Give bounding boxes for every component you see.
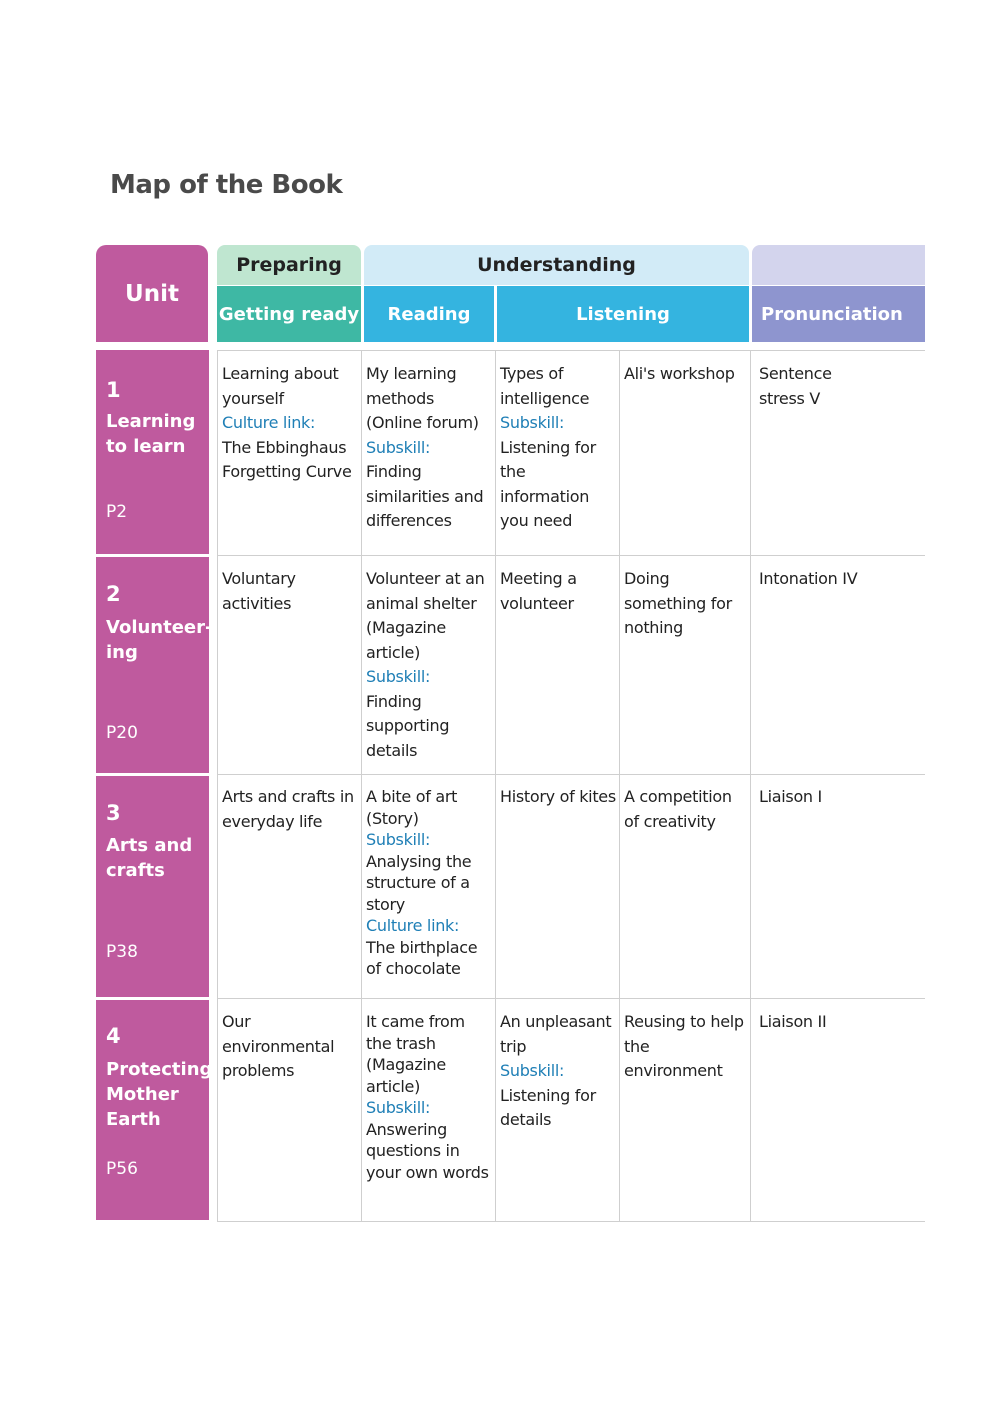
getting-ready-header: Getting ready xyxy=(217,286,361,342)
unit-page: P20 xyxy=(106,723,138,743)
unit-column-header: Unit xyxy=(96,245,208,342)
unit-1-getting-ready: Learning about yourself Culture link: The Ebbinghaus Forgetting Curve xyxy=(222,364,352,481)
unit-2-reading: Volunteer at an animal shelter (Magazine article) Subskill: Finding supporting details xyxy=(366,569,485,760)
unit-page: P38 xyxy=(106,942,138,962)
unit-3-cell xyxy=(96,776,209,997)
pronunciation-group-header xyxy=(752,245,925,285)
grid-line xyxy=(217,998,925,999)
unit-name: Protecting Mother Earth xyxy=(106,1059,213,1130)
listening-header: Listening xyxy=(497,286,749,342)
grid-line xyxy=(217,1221,925,1222)
unit-number: 1 xyxy=(106,378,121,402)
grid-line xyxy=(217,350,925,351)
unit-name: Volunteer-ing xyxy=(106,617,213,663)
unit-1-cell xyxy=(96,350,209,554)
unit-name: Learning to learn xyxy=(106,411,196,457)
unit-2-pronunciation: Intonation IV xyxy=(759,569,858,588)
grid-line xyxy=(750,350,751,1222)
grid-line xyxy=(217,774,925,775)
unit-4-cell xyxy=(96,1000,213,1220)
grid-line xyxy=(361,350,362,1222)
unit-3-listening-a: History of kites xyxy=(500,787,616,806)
unit-2-cell xyxy=(96,557,213,773)
unit-name: Arts and crafts xyxy=(106,835,193,881)
unit-number: 2 xyxy=(106,582,121,606)
unit-page: P56 xyxy=(106,1159,138,1179)
page-title: Map of the Book xyxy=(110,170,343,200)
unit-4-pronunciation: Liaison II xyxy=(759,1012,827,1031)
unit-2-getting-ready: Voluntary activities xyxy=(222,569,296,613)
unit-number: 3 xyxy=(106,801,121,825)
preparing-group-header: Preparing xyxy=(217,245,361,285)
unit-4-listening-a: An unpleasant trip Subskill: Listening for details xyxy=(500,1012,612,1129)
unit-2-listening-b: Doing something for nothing xyxy=(624,569,732,637)
reading-header: Reading xyxy=(364,286,494,342)
understanding-group-header: Understanding xyxy=(364,245,749,285)
unit-1-listening-b: Ali's workshop xyxy=(624,364,735,383)
unit-3-reading: A bite of art (Story) Subskill: Analysing the structure of a story Culture link: The birthplace of chocolate xyxy=(366,787,478,978)
unit-3-getting-ready: Arts and crafts in everyday life xyxy=(222,787,354,831)
unit-3-pronunciation: Liaison I xyxy=(759,787,822,806)
grid-line xyxy=(495,350,496,1222)
pronunciation-header: Pronunciation xyxy=(752,286,925,342)
unit-2-listening-a: Meeting a volunteer xyxy=(500,569,577,613)
unit-4-reading: It came from the trash (Magazine article) Subskill: Answering questions in your own words xyxy=(366,1012,489,1182)
unit-page: P2 xyxy=(106,502,128,522)
unit-4-listening-b: Reusing to help the environment xyxy=(624,1012,744,1080)
unit-1-listening-a: Types of intelligence Subskill: Listening for the information you need xyxy=(500,364,596,530)
grid-line xyxy=(217,350,218,1222)
unit-number: 4 xyxy=(106,1024,121,1048)
grid-line xyxy=(217,555,925,556)
unit-3-listening-b: A competition of creativity xyxy=(624,787,732,831)
grid-line xyxy=(619,350,620,1222)
unit-1-pronunciation: Sentence stress V xyxy=(759,364,832,408)
unit-4-getting-ready: Our environmental problems xyxy=(222,1012,335,1080)
unit-1-reading: My learning methods (Online forum) Subskill: Finding similarities and differences xyxy=(366,364,484,530)
